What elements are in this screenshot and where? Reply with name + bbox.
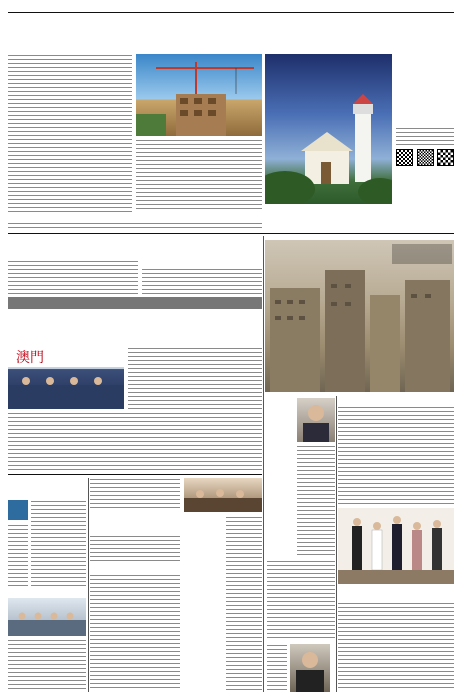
co-body-text (8, 260, 138, 296)
lighthouse-photo (265, 54, 392, 204)
mid-body-text (90, 478, 180, 508)
customs-body-text (226, 516, 262, 690)
qr-code-icon[interactable] (396, 149, 413, 166)
column-divider (263, 236, 264, 692)
vertical-headline (267, 396, 297, 556)
co-banner (8, 238, 262, 257)
masthead-details (396, 127, 454, 147)
column-divider (336, 396, 337, 692)
qr-codes (396, 149, 454, 166)
header-rule (8, 12, 454, 13)
police-kicker-box (8, 297, 262, 309)
science-illustration (8, 598, 86, 636)
lead-body-text-2 (136, 139, 262, 212)
masthead (395, 15, 455, 125)
police-body-text-2 (8, 412, 262, 470)
tomorrow-badge (8, 500, 28, 520)
person-illustration (297, 398, 335, 442)
model-body-text (338, 406, 454, 504)
construction-photo (136, 54, 262, 136)
crane-illustration (136, 54, 262, 136)
customs-headline (184, 516, 224, 690)
masthead-tagline (396, 78, 454, 86)
masthead-info (396, 125, 454, 210)
police-body-text (128, 347, 262, 409)
event-illustration (184, 478, 262, 512)
panel-illustration (8, 347, 124, 409)
speaker-text (267, 644, 287, 692)
children-festival-text (338, 602, 454, 690)
police-headline-box (8, 311, 262, 345)
vertical-body-text (297, 445, 335, 555)
models-illustration (338, 508, 454, 584)
co-body-text-2 (142, 268, 262, 296)
science-photo (8, 598, 86, 636)
qr-code-icon[interactable] (437, 149, 454, 166)
official-portrait (297, 398, 335, 442)
haze-caption (392, 244, 452, 264)
svg-text:澳門: 澳門 (16, 350, 44, 366)
voter-body-text (31, 500, 86, 586)
voter-body-text-2 (8, 524, 28, 586)
event-photo (184, 478, 262, 512)
lead-body-text (8, 54, 132, 212)
bottom-section-rule (8, 474, 262, 475)
bottom-right-text (267, 560, 335, 640)
speaker-photo (290, 644, 330, 692)
qr-code-icon[interactable] (417, 149, 434, 166)
models-stage-photo (338, 508, 454, 584)
column-divider (88, 478, 89, 692)
speaker-illustration (290, 644, 330, 692)
lighthouse-illustration (265, 54, 392, 204)
section-rule (8, 233, 454, 234)
press-conference-photo (8, 347, 124, 409)
lead-subhead-text (8, 222, 262, 231)
mid-body-text-3 (90, 574, 180, 691)
science-body-text (8, 639, 86, 691)
mid-body-text-2 (90, 535, 180, 563)
